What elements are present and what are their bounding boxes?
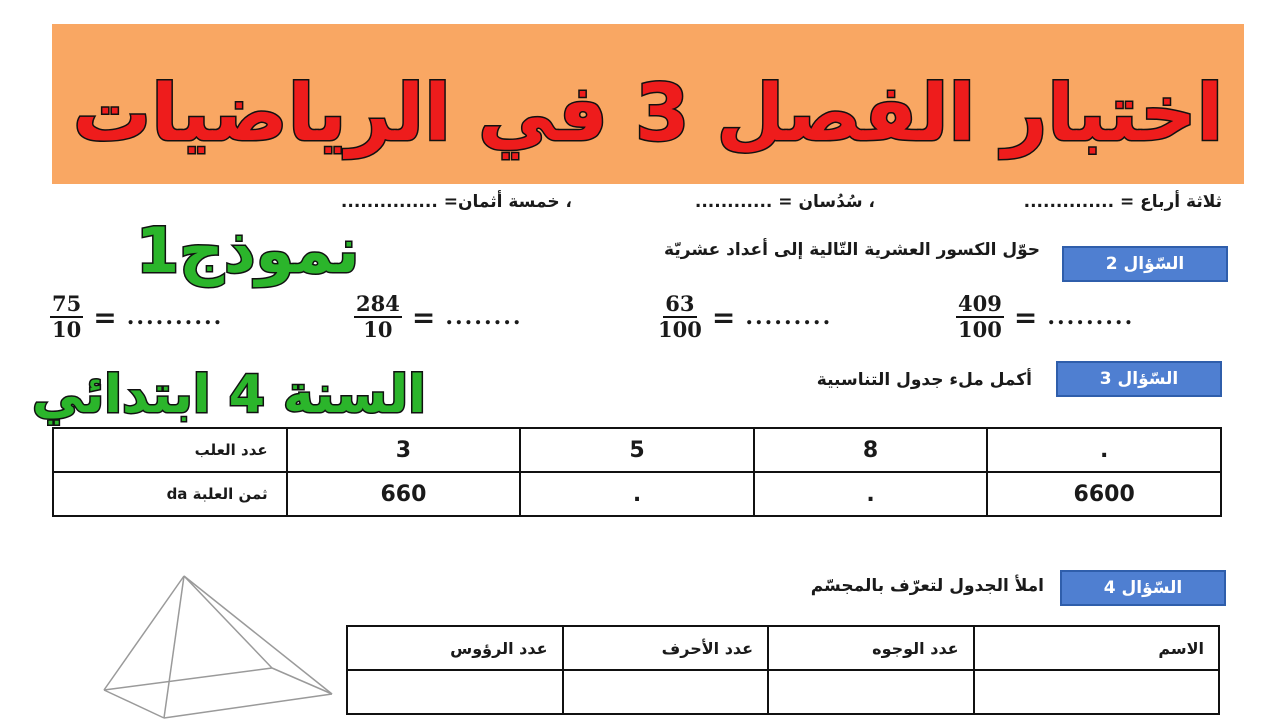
answer-blank: ......... (1047, 304, 1135, 330)
table-cell[interactable] (768, 670, 974, 714)
numerator: 284 (356, 291, 400, 316)
column-header: الاسم (974, 626, 1219, 670)
table-row (347, 670, 1219, 714)
table-cell[interactable]: 3 (287, 428, 521, 472)
fraction (658, 292, 702, 342)
page-title: اختبار الفصل 3 في الرياضيات (72, 69, 1224, 159)
q2-badge: السّؤال 2 (1062, 246, 1228, 282)
grade-label: السنة 4 ابتدائي (32, 365, 427, 425)
column-header: عدد الأحرف (563, 626, 769, 670)
column-header: عدد الوجوه (768, 626, 974, 670)
row-label: ثمن العلبة da (53, 472, 287, 516)
fraction-item (956, 292, 1134, 342)
answer-blank: .......... (126, 304, 224, 330)
pyramid-icon (100, 572, 336, 720)
q3-instruction: أكمل ملء جدول التناسبية (816, 370, 1032, 390)
fraction-item (50, 292, 223, 342)
denominator: 10 (52, 317, 82, 342)
equals-sign: = (1013, 300, 1038, 334)
q1-part3: ، خمسة أثمان= ............... (340, 192, 572, 212)
table-row (53, 472, 1221, 516)
proportionality-table (52, 427, 1222, 517)
equals-sign: = (411, 300, 436, 334)
table-cell[interactable]: 660 (287, 472, 521, 516)
q1-part1: ثلاثة أرباع = .............. (1023, 192, 1222, 212)
row-label: عدد العلب (53, 428, 287, 472)
fraction-item (354, 292, 523, 342)
column-header: عدد الرؤوس (347, 626, 563, 670)
equals-sign: = (93, 300, 117, 334)
table-cell[interactable]: 5 (520, 428, 754, 472)
denominator: 100 (958, 317, 1002, 342)
q3-badge: السّؤال 3 (1056, 361, 1222, 397)
numerator: 409 (958, 291, 1002, 316)
title-banner (52, 24, 1244, 184)
table-row (347, 626, 1219, 670)
table-cell[interactable] (347, 670, 563, 714)
table-cell[interactable] (563, 670, 769, 714)
numerator: 75 (52, 291, 82, 316)
equals-sign: = (711, 300, 736, 334)
denominator: 10 (363, 317, 393, 342)
table-cell[interactable]: 8 (754, 428, 988, 472)
q4-instruction: املأ الجدول لتعرّف بالمجسّم (810, 576, 1044, 596)
fraction-item (658, 292, 832, 342)
table-cell[interactable] (974, 670, 1219, 714)
numerator: 63 (665, 291, 695, 316)
solid-properties-table (346, 625, 1220, 715)
q4-badge: السّؤال 4 (1060, 570, 1226, 606)
table-cell[interactable]: 6600 (987, 472, 1221, 516)
table-cell[interactable]: . (987, 428, 1221, 472)
table-cell[interactable]: . (520, 472, 754, 516)
table-cell[interactable]: . (754, 472, 988, 516)
fraction (956, 292, 1004, 342)
fraction (50, 292, 83, 342)
answer-blank: ......... (745, 304, 833, 330)
table-row (53, 428, 1221, 472)
answer-blank: ........ (445, 304, 523, 330)
fraction (354, 292, 402, 342)
model-label: نموذج1 (136, 214, 360, 287)
denominator: 100 (658, 317, 702, 342)
q2-instruction: حوّل الكسور العشرية التّالية إلى أعداد عشريّة (664, 240, 1040, 260)
q1-part2: ، سُدُسان = ............ (694, 192, 875, 212)
